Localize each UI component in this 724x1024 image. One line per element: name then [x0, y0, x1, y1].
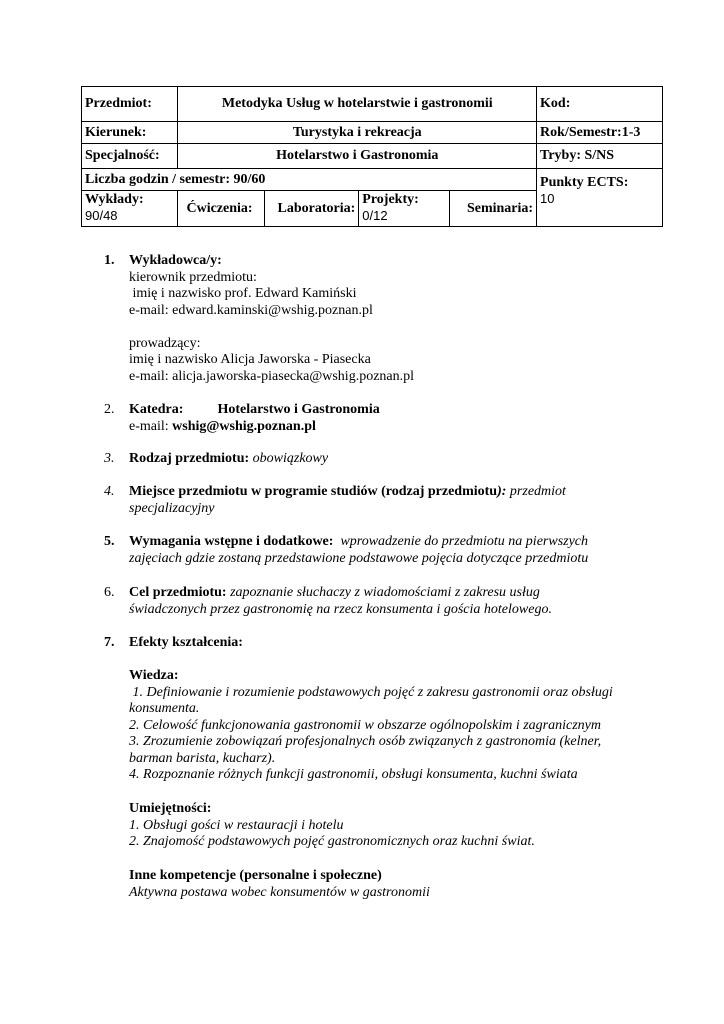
instructor-role: prowadzący:	[129, 335, 201, 351]
instructor-name: imię i nazwisko Alicja Jaworska - Piasecka	[129, 352, 371, 367]
projekty-label: Projekty:	[362, 192, 419, 207]
competences-block	[129, 868, 649, 901]
section-number: 3.	[104, 451, 115, 466]
instructor-email: e-mail: alicja.jaworska-piasecka@wshig.poznan.pl	[129, 368, 415, 384]
course-place-label: Miejsce przedmiotu w programie studiów (rodzaj przedmiotu	[129, 484, 498, 499]
specjalnosc-value: Hotelarstwo i Gastronomia	[178, 144, 537, 169]
course-place-value: przedmiot	[506, 484, 566, 499]
wyklady-label: Wykłady:	[85, 192, 144, 207]
section-number: 6.	[104, 585, 115, 600]
punkty-ects-cell	[537, 169, 663, 227]
document-page: Przedmiot: Metodyka Usług w hotelarstwie i gastronomii Kod: Kierunek: Turystyka i rekreacja Rok/Semestr:1-3 Specjalność: Hotelarstwo i Gastronomia Tryby: S/NS Liczba godzin / semestr: 90/60 Punkty ECTS: 10 Wykłady: 90/48 Ćwiczenia: Laboratoria: Projekty: 0/12 Seminaria: 1. Wykładowca/y: kierownik przedmiotu: imię i nazwisko prof. Edward Kamiński e-mail: edward.kaminski@wshig.poznan.pl prowadzący: imię i nazwisko Alicja Jaworska - Piasecka e-mail: alicja.jaworska-piasecka@wshig.poznan.pl 2. Katedra: Hotelarstwo i Gastronomia e-mail: wshig@wshig.poznan.pl 3. Rodzaj przedmiotu: obowiązkowy 4. Miejsce przedmiotu w programie studiów (rodzaj przedmiotu): przedmiot specjalizacyjny 5. Wymagania wstępne i dodatkowe: wprowadzenie do przedmiotu na pierwszych zajęciach gdzie zostaną przedstawione podstawowe pojęcia dotyczące przedmiotu 6. Cel przedmiotu: zapoznanie słuchaczy z wiadomościami z zakresu usług świadczonych przez gastronomię na rzecz konsumenta i gościa hotelowego. 7. Efekty kształcenia: Wiedza: 1. Definiowanie i rozumienie podstawowych pojęć z zakresu gastronomii oraz obsługi konsumenta. 2. Celowość funkcjonowania gastronomii w obszarze ogólnopolskim i zagranicznym 3. Zrozumienie zobowiązań profesjonalnych osób związanych z gastronomia (kelner, barman barista, kucharz). 4. Rozpoznanie różnych funkcji gastronomii, obsługi konsumenta, kuchni świata Umiejętności: 1. Obsługi gości w restauracji i hotelu 2. Znajomość podstawowych pojęć gastronomicznych oraz kuchni świat. Inne kompetencje (personalne i społeczne) Aktywna postawa wobec konsumentów w gastronomii	[0, 0, 724, 1024]
department-email: wshig@wshig.poznan.pl	[172, 418, 316, 434]
projekty-value: 0/12	[362, 208, 388, 223]
rok-semestr: Rok/Semestr:1-3	[537, 122, 663, 144]
course-goal-value-cont: świadczonych przez gastronomię na rzecz konsumenta i gościa hotelowego.	[129, 601, 552, 617]
skills-item: 1. Obsługi gości w restauracji i hotelu	[129, 817, 344, 833]
laboratoria-label: Laboratoria:	[264, 191, 358, 227]
punkty-ects-value: 10	[540, 191, 555, 206]
course-goal-value: zapoznanie słuchaczy z wiadomościami z zakresu usług	[226, 585, 540, 600]
prerequisites-label: Wymagania wstępne i dodatkowe:	[129, 534, 334, 549]
section-number: 4.	[104, 484, 115, 499]
competences-title: Inne kompetencje (personalne i społeczne)	[129, 868, 382, 883]
prerequisites-value-cont: zajęciach gdzie zostaną przedstawione podstawowe pojęcia dotyczące przedmiotu	[129, 550, 589, 566]
skills-block	[129, 801, 649, 851]
section-number: 7.	[104, 635, 115, 650]
knowledge-item: 4. Rozpoznanie różnych funkcji gastronomii, obsługi konsumenta, kuchni świata	[129, 767, 578, 782]
section-number: 2.	[104, 402, 115, 417]
course-header-table	[81, 86, 663, 227]
section-number: 5.	[104, 534, 115, 549]
section-number: 1.	[104, 253, 115, 268]
knowledge-item: konsumenta.	[129, 701, 200, 716]
seminaria-label: Seminaria:	[449, 191, 536, 227]
department-value: Hotelarstwo i Gastronomia	[217, 402, 380, 417]
lecturer-name: imię i nazwisko prof. Edward Kamiński	[129, 286, 357, 301]
knowledge-item: 3. Zrozumienie zobowiązań profesjonalnych osób związanych z gastronomia (kelner,	[129, 734, 602, 749]
punkty-ects-label: Punkty ECTS:	[540, 175, 629, 190]
competences-item: Aktywna postawa wobec konsumentów w gastronomii	[129, 884, 430, 900]
wyklady-value: 90/48	[85, 208, 118, 223]
kierunek-value: Turystyka i rekreacja	[178, 122, 537, 144]
tryby: Tryby: S/NS	[537, 144, 663, 169]
department-email-label: e-mail:	[129, 418, 173, 434]
prerequisites-value: wprowadzenie do przedmiotu na pierwszych	[333, 534, 589, 549]
lecturer-role: kierownik przedmiotu:	[129, 269, 257, 285]
course-goal-label: Cel przedmiotu:	[129, 585, 227, 600]
section-title: Wykładowca/y:	[129, 253, 222, 268]
liczba-godzin: Liczba godzin / semestr: 90/60	[82, 169, 537, 191]
lecturer-email: e-mail: edward.kaminski@wshig.poznan.pl	[129, 302, 373, 318]
przedmiot-value: Metodyka Usług w hotelarstwie i gastronomii	[178, 87, 537, 122]
knowledge-block	[129, 668, 649, 784]
projekty-cell	[359, 191, 449, 227]
course-type-value: obowiązkowy	[249, 451, 329, 466]
kod-label: Kod:	[537, 87, 663, 122]
kierunek-label: Kierunek:	[82, 122, 178, 144]
cwiczenia-label: Ćwiczenia:	[178, 191, 264, 227]
knowledge-item: 1. Definiowanie i rozumienie podstawowych pojęć z zakresu gastronomii oraz obsługi	[129, 684, 613, 700]
knowledge-item: barman barista, kucharz).	[129, 750, 276, 766]
wyklady-cell	[82, 191, 178, 227]
knowledge-item: 2. Celowość funkcjonowania gastronomii w obszarze ogólnopolskim i zagranicznym	[129, 717, 601, 733]
skills-item: 2. Znajomość podstawowych pojęć gastronomicznych oraz kuchni świat.	[129, 834, 535, 849]
przedmiot-label: Przedmiot:	[82, 87, 178, 122]
section-title: Efekty kształcenia:	[129, 635, 243, 650]
skills-title: Umiejętności:	[129, 801, 212, 816]
knowledge-title: Wiedza:	[129, 668, 179, 683]
course-place-value-cont: specjalizacyjny	[129, 500, 215, 516]
specjalnosc-label: Specjalność:	[82, 144, 178, 169]
department-label: Katedra:	[129, 402, 184, 417]
course-type-label: Rodzaj przedmiotu:	[129, 451, 250, 466]
